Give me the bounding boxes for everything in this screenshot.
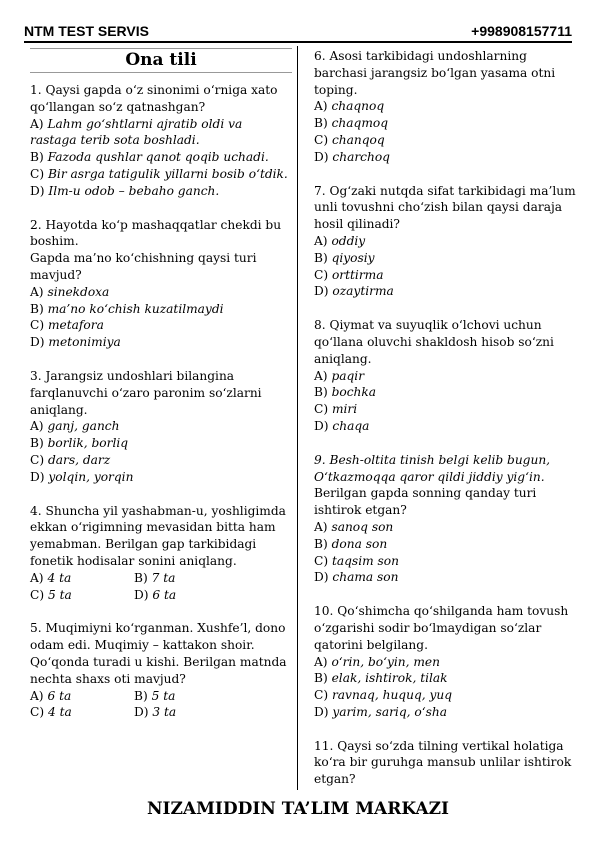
options-row-1 [30, 570, 292, 587]
header-divider [24, 41, 572, 43]
question-text: 9. Besh-oltita tinish belgi kelib bugun, O‘tkazmoqqa qaror qildi jiddiy yig‘in. [314, 452, 551, 484]
option-d: D) chaqa [314, 418, 370, 433]
question-text: 1. Qaysi gapda o‘z sinonimi o‘rniga xato qo‘llangan so‘z qatnashgan? [30, 83, 278, 114]
option-c: C) ravnaq, huquq, yuq [314, 688, 453, 703]
question-text: 6. Asosi tarkibidagi undoshlarning barchasi jarangsiz bo‘lgan yasama otni toping. [314, 49, 556, 97]
question-2 [30, 217, 292, 351]
option-d: D) 3 ta [134, 705, 177, 720]
title-box [30, 48, 292, 74]
option-d: D) metonimiya [30, 335, 121, 350]
question-text: 3. Jarangsiz undoshlari bilangina farqlanuvchi o‘zaro paronim so‘zlarni aniqlang. [30, 368, 262, 417]
question-4 [30, 503, 292, 604]
option-b: B) bochka [314, 385, 377, 400]
option-a: A) o‘rin, bo‘yin, men [314, 654, 440, 669]
question-text: 2. Hayotda ko‘p mashaqqatlar chekdi bu boshim. [30, 217, 282, 249]
question-text: 4. Shuncha yil yashabman-u, yoshligimda ekkan o‘rigimning mevasidan bitta ham yemabman. Berilgan gap tarkibidagi fonetik hodisalar sonini aniqlang. [30, 503, 286, 568]
option-c: C) 4 ta [30, 705, 72, 720]
question-text: 8. Qiymat va suyuqlik o‘lchovi uchun qo‘llana oluvchi shakldosh hisob so‘zni aniqlang. [314, 318, 554, 366]
option-d: D) Ilm-u odob – bebaho ganch. [30, 183, 220, 198]
header-phone: +998908157711 [471, 23, 572, 39]
question-7 [314, 183, 576, 301]
question-text: 7. Og‘zaki nutqda sifat tarkibidagi ma’lum unli tovushni cho‘zish bilan qaysi daraja hosil qilinadi? [314, 183, 576, 232]
page-footer: NIZAMIDDIN TA’LIM MARKAZI [147, 799, 449, 819]
option-a: A) chaqnoq [314, 99, 385, 114]
option-a: A) oddiy [314, 233, 366, 248]
title-rule-top [30, 48, 292, 49]
header-left-text: NTM TEST SERVIS [24, 23, 149, 39]
option-c: C) miri [314, 402, 358, 417]
question-3 [30, 368, 292, 486]
question-1 [30, 82, 292, 200]
page-header [24, 20, 572, 42]
option-a: A) sanoq son [314, 519, 394, 534]
option-d: D) 6 ta [134, 587, 177, 602]
option-b: B) 7 ta [134, 570, 176, 585]
option-d: D) chama son [314, 570, 399, 585]
option-b: B) Fazoda qushlar qanot qoqib uchadi. [30, 150, 269, 165]
option-b: B) ma’no ko‘chish kuzatilmaydi [30, 301, 224, 316]
question-9 [314, 452, 576, 586]
option-c: C) Bir asrga tatigulik yillarni bosib o‘tdik. [30, 166, 288, 181]
option-c: C) chanqoq [314, 132, 385, 147]
options-row-2 [30, 587, 292, 604]
options-row-2 [30, 704, 292, 721]
options-row-1 [30, 688, 292, 705]
option-a: A) 6 ta [30, 688, 72, 703]
right-column [314, 48, 576, 805]
question-text: 5. Muqimiyni ko‘rganman. Xushfe’l, dono odam edi. Muqimiy – kattakon shoir. Qo‘qonda turadi u kishi. Berilgan matnda nechta shaxs oti mavjud? [30, 621, 287, 686]
option-c: C) orttirma [314, 267, 384, 282]
option-a: A) sinekdoxa [30, 284, 110, 299]
option-b: B) dona son [314, 536, 388, 551]
question-8 [314, 317, 576, 435]
option-b: B) borlik, borliq [30, 436, 129, 451]
option-a: A) 4 ta [30, 570, 72, 585]
option-b: B) 5 ta [134, 688, 176, 703]
option-b: B) chaqmoq [314, 116, 389, 131]
option-c: C) 5 ta [30, 587, 72, 602]
option-a: A) Lahm go‘shtlarni ajratib oldi va rastaga terib sota boshladi. [30, 116, 243, 148]
option-d: D) charchoq [314, 149, 390, 164]
question-5 [30, 620, 292, 721]
option-d: D) yolqin, yorqin [30, 469, 134, 484]
question-text: 10. Qo‘shimcha qo‘shilganda ham tovush o‘zgarishi sodir bo‘lmaydigan so‘zlar qatorini belgilang. [314, 604, 569, 652]
question-11 [314, 738, 576, 788]
title-rule-bottom [30, 72, 292, 73]
option-d: D) ozaytirma [314, 284, 394, 299]
question-subtext: Berilgan gapda sonning qanday turi ishtirok etgan? [314, 486, 537, 518]
option-d: D) yarim, sariq, o‘sha [314, 704, 447, 719]
question-6 [314, 48, 576, 166]
option-a: A) ganj, ganch [30, 419, 120, 434]
column-divider [297, 46, 298, 790]
option-c: C) metafora [30, 318, 104, 333]
option-b: B) qiyosiy [314, 250, 375, 265]
option-c: C) taqsim son [314, 553, 399, 568]
question-subtext: Gapda ma’no ko‘chishning qaysi turi mavjud? [30, 251, 257, 282]
question-10 [314, 603, 576, 721]
option-b: B) elak, ishtirok, tilak [314, 671, 448, 686]
question-text: 11. Qaysi so‘zda tilning vertikal holatiga ko‘ra bir guruhga mansub unlilar ishtirok etgan? [314, 738, 572, 787]
page-title: Ona tili [125, 50, 197, 70]
left-column [30, 48, 292, 738]
option-a: A) paqir [314, 368, 365, 383]
option-c: C) dars, darz [30, 452, 111, 467]
